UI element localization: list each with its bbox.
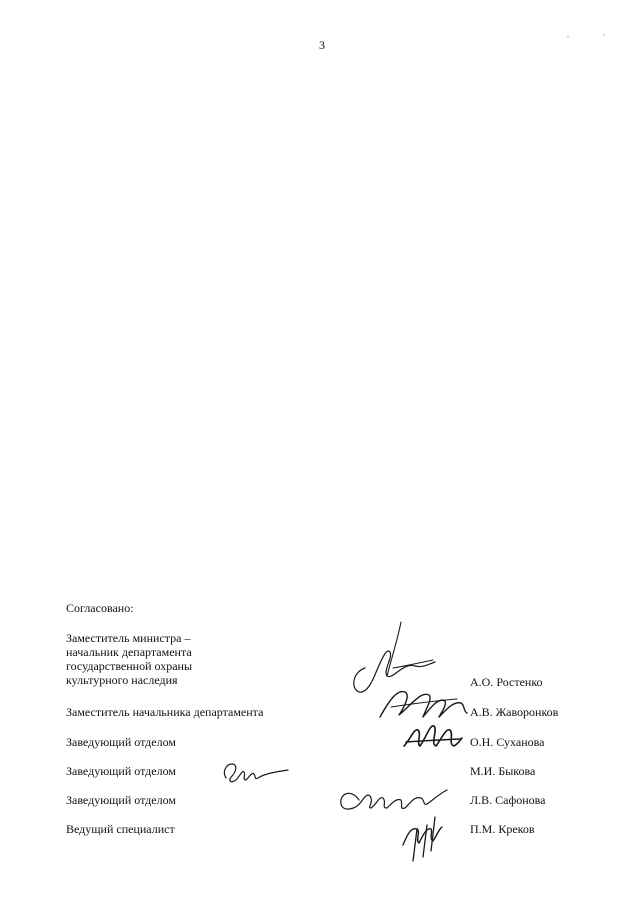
position-line: государственной охраны [66, 659, 193, 673]
approval-position-0 [66, 631, 192, 687]
approval-signer-3: М.И. Быкова [470, 764, 536, 778]
approval-position-4: Заведующий отделом [66, 793, 176, 807]
signature-zhavoronkov [375, 683, 470, 723]
approval-position-3: Заведующий отделом [66, 764, 176, 778]
approval-signer-5: П.М. Креков [470, 822, 535, 836]
signature-bykova [218, 758, 290, 788]
scan-artifact-marks [560, 32, 620, 42]
approval-signer-1: А.В. Жаворонков [470, 705, 559, 719]
signature-sukhanova [400, 718, 465, 753]
approval-heading: Согласовано: [66, 601, 134, 615]
approval-position-2: Заведующий отделом [66, 735, 176, 749]
page-number: 3 [319, 38, 325, 52]
approval-signer-4: Л.В. Сафонова [470, 793, 546, 807]
approval-signer-0: А.О. Ростенко [470, 675, 543, 689]
signature-krekov [395, 805, 445, 865]
position-line: Заместитель министра – [66, 631, 191, 645]
approval-signer-2: О.Н. Суханова [470, 735, 545, 749]
approval-position-5: Ведущий специалист [66, 822, 175, 836]
approval-position-1: Заместитель начальника департамента [66, 705, 264, 719]
position-line: культурного наследия [66, 673, 178, 687]
position-line: начальник департамента [66, 645, 192, 659]
